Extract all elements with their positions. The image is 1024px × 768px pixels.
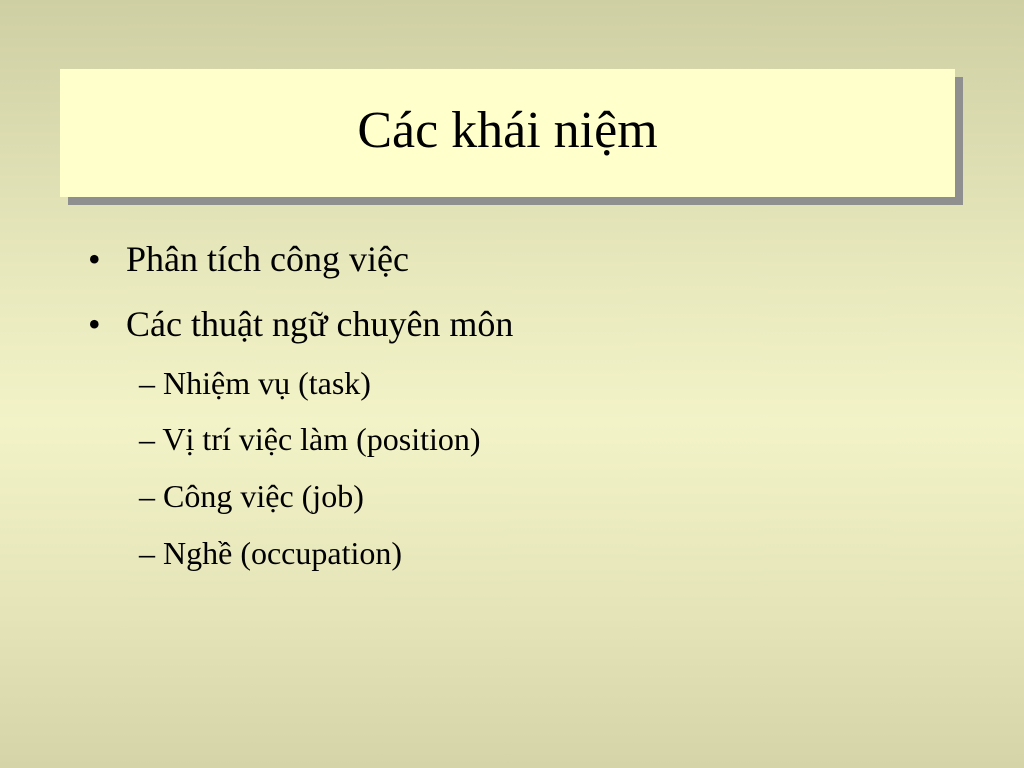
sub-bullet-text: Nhiệm vụ (task): [163, 365, 371, 401]
sub-bullet-item: [139, 537, 402, 569]
sub-bullet-item: [139, 367, 371, 399]
sub-bullet-item: [139, 480, 364, 512]
bullet-text: Các thuật ngữ chuyên môn: [126, 304, 514, 344]
sub-bullet-item: [139, 423, 481, 455]
sub-bullet-text: Nghề (occupation): [163, 535, 403, 571]
sub-bullet-text: Công việc (job): [163, 478, 364, 514]
bullet-item: [88, 241, 409, 277]
sub-bullet-marker: –: [139, 478, 155, 514]
bullet-marker: •: [88, 239, 101, 279]
bullet-text: Phân tích công việc: [126, 239, 409, 279]
sub-bullet-marker: –: [139, 421, 155, 457]
slide-title: Các khái niệm: [357, 102, 658, 159]
sub-bullet-marker: –: [139, 365, 155, 401]
bullet-marker: •: [88, 304, 101, 344]
sub-bullet-marker: –: [139, 535, 155, 571]
bullet-item: [88, 306, 513, 342]
sub-bullet-text: Vị trí việc làm (position): [162, 421, 481, 457]
